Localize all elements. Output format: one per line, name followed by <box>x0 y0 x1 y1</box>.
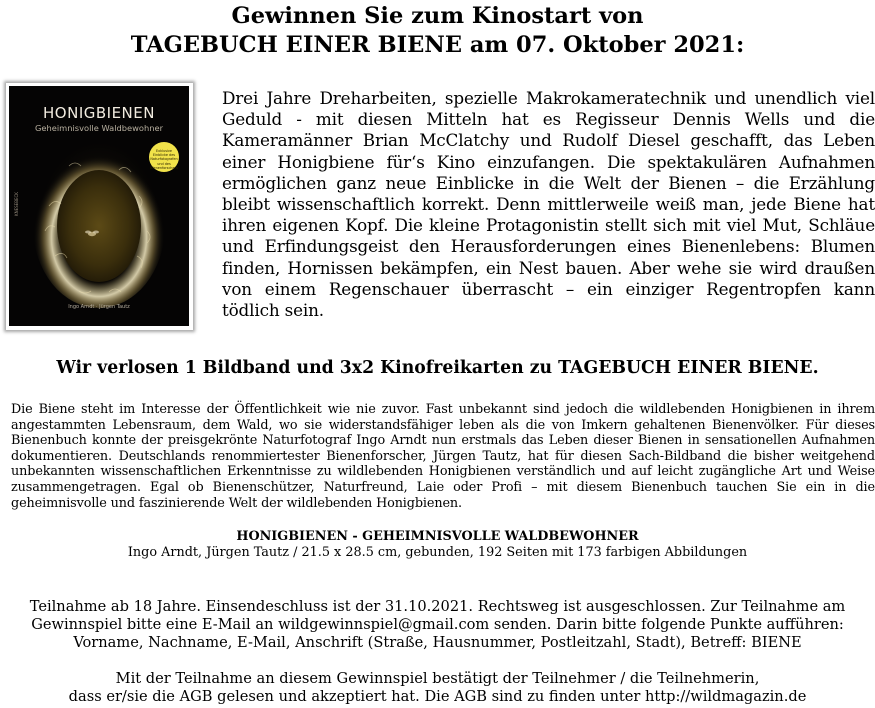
intro-line: ihren eigenen Kopf. Die kleine Protagonistin stellt sich mit viel Mut, Schläue <box>222 215 875 236</box>
description-line: zusammengetragen. Egal ob Bienenschützer, Naturfreund, Laie oder Profi – mit diesem Bienenbuch tauchen Sie ein in die <box>11 479 875 495</box>
intro-line: von einem Regenschauer überrascht – ein einziger Regentropfen kann <box>222 278 875 299</box>
intro-line: Kameramänner Brian McClatchy und Rudolf Diesel geschafft, das Leben <box>222 130 875 151</box>
book-info-title: HONIGBIENEN - GEHEIMNISVOLLE WALDBEWOHNER <box>236 529 639 544</box>
description-line: dokumentieren. Deutschlands renommiertester Bienenforscher, Jürgen Tautz, hat für diesen Sach-Bildband die bisher weitgehend <box>11 448 875 464</box>
intro-line: Geduld - mit diesen Mitteln hat es Regisseur Dennis Wells und die <box>222 109 875 130</box>
headline-line-2: TAGEBUCH EINER BIENE am 07. Oktober 2021: <box>130 32 745 58</box>
book-description <box>11 402 875 511</box>
headline-line-1: Gewinnen Sie zum Kinostart von <box>231 3 644 29</box>
book-cover-authors: Ingo Arndt · Jürgen Tautz <box>68 304 130 310</box>
honeycomb-nest-illustration <box>9 86 189 326</box>
headline <box>0 2 875 60</box>
description-line: geheimnisvolle und faszinierende Welt der wildlebenden Honigbienen. <box>11 495 462 511</box>
raffle-announcement: Wir verlosen 1 Bildband und 3x2 Kinofreikarten zu TAGEBUCH EINER BIENE. <box>56 358 819 378</box>
description-line: unbekannten wissenschaftlichen Erkenntnisse zu wildlebenden Honigbienen verständlich und auf leicht zugängliche Art und Weise <box>11 464 875 480</box>
book-cover <box>9 86 189 326</box>
terms-line-2: dass er/sie die AGB gelesen und akzeptiert hat. Die AGB sind zu finden unter http://wildmagazin.de <box>68 688 807 706</box>
conditions-line-1: Teilnahme ab 18 Jahre. Einsendeschluss ist der 31.10.2021. Rechtsweg ist ausgeschlossen. Zur Teilnahme am <box>29 598 846 615</box>
book-cover-title: HONIGBIENEN <box>43 104 155 122</box>
intro-line: bleibt wissenschaftlich korrekt. Denn mittlerweile weiß man, jede Biene hat <box>222 194 875 215</box>
terms-line-1: Mit der Teilnahme an diesem Gewinnspiel bestätigt der Teilnehmer / die Teilnehmerin, <box>115 670 760 687</box>
conditions-line-2: Gewinnspiel bitte eine E-Mail an wildgewinnspiel@gmail.com senden. Darin bitte folgende Punkte aufführen: <box>31 616 844 634</box>
intro-line: ermöglichen ganz neue Einblicke in die Welt der Bienen – die Erzählung <box>222 172 875 193</box>
book-cover-subtitle: Geheimnisvolle Waldbewohner <box>34 123 164 133</box>
book-info-details: Ingo Arndt, Jürgen Tautz / 21.5 x 28.5 cm, gebunden, 192 Seiten mit 173 farbigen Abbildungen <box>127 545 748 560</box>
intro-line: finden, Hornissen bekämpfen, ein Nest bauen. Aber wehe sie wird draußen <box>222 257 875 278</box>
description-line: angestammten Lebensraum, dem Wald, wo sie widerstandsfähiger leben als die von Imkern gehaltenen Bienenvölker. Für dieses <box>11 417 875 433</box>
intro-paragraph <box>222 88 875 321</box>
intro-line: einer Honigbiene für‘s Kino einzufangen. Die spektakulären Aufnahmen <box>222 151 875 172</box>
terms-notice <box>0 670 875 706</box>
participation-conditions <box>0 598 875 653</box>
book-cover-image <box>6 83 193 330</box>
book-cover-badge: Exklusive Einblicke des Naturfotografen und des Bienenforschers <box>149 142 179 172</box>
intro-line: tödlich sein. <box>222 300 324 321</box>
conditions-line-3: Vorname, Nachname, E-Mail, Anschrift (Straße, Hausnummer, Postleitzahl, Stadt), Betreff: BIENE <box>73 634 802 652</box>
intro-line: und Erfindungsgeist den Herausforderungen eines Bienenlebens: Blumen <box>222 236 875 257</box>
description-line: Die Biene steht im Interesse der Öffentlichkeit wie nie zuvor. Fast unbekannt sind jedoch die wildlebenden Honigbienen in ihrem <box>11 402 875 417</box>
intro-line: Drei Jahre Dreharbeiten, spezielle Makrokameratechnik und unendlich viel <box>222 88 875 108</box>
description-line: Bienenbuch konnte der preisgekrönte Naturfotograf Ingo Arndt nun erstmals das Leben dieser Bienen in sensationellen Aufnahmen <box>11 433 875 449</box>
publisher-label: KNESEBECK <box>14 192 19 216</box>
